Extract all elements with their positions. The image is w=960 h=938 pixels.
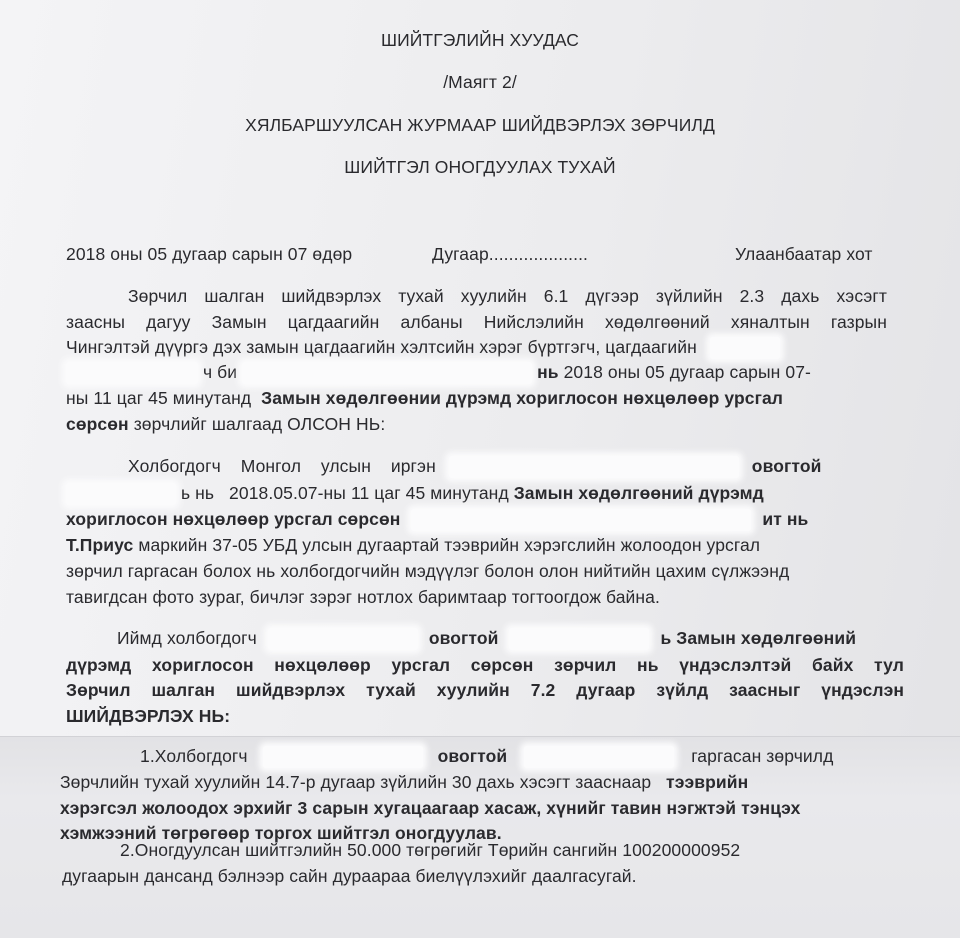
redaction [263,746,423,768]
decision-item-2-line-1: 2.Оногдуулсан шийтгэлийн 50.000 төгрөгийг Төрийн сангийн 100200000952 [120,840,741,860]
redaction [66,483,176,505]
para2-line-1 [128,456,821,478]
para2-line-5: зөрчил гаргасан болох нь холбогдогчийн мэдүүлэг болон олон нийтийн цахим сүлжээнд [66,561,790,581]
decision-item-1-line-2 [60,772,748,793]
para2-line-2 [66,483,764,505]
para2-line-1-b: Монгол [240,456,302,476]
para3-line-1 [117,628,856,650]
redaction [449,456,739,478]
redaction [710,337,780,359]
para2-line-4-b: маркийн 37-05 УБД улсын дугаартай тээврийн хэрэгслийн жолоодон урсгал [138,535,761,555]
para1-line-5-b: Замын хөдөлгөөнии дүрэмд хориглосон нөхцөлөөр урсгал [261,388,784,408]
redaction [509,628,649,650]
document-number: Дугаар.................... [432,244,589,264]
para2-line-1-a: Холбогдогч [128,456,221,476]
para2-line-2-a: ь нь [180,483,215,503]
para2-line-2-b: 2018.05.07-ны 11 цаг 45 минутанд [229,483,509,503]
document-city: Улаанбаатар хот [735,244,873,264]
para1-line-6-b: зөрчлийг шалгаад ОЛСОН НЬ: [133,414,386,434]
para1-line-6-a: сөрсөн [66,414,129,434]
para2-line-1-d: иргэн [390,456,436,476]
para1-line-4-c: 2018 оны 05 дугаар сарын 07- [563,362,811,382]
para2-line-1-c: улсын [320,456,371,476]
decision-item-1-a: 1.Холбогдогч [140,746,248,766]
para2-line-3-b: ит нь [762,509,809,529]
para1-line-3-text: Чингэлтэй дүүргэ дэх замын цагдаагийн хэлтсийн хэрэг бүртгэгч, цагдаагийн [66,337,697,357]
para1-line-4-a: ч би [202,362,238,382]
para2-line-1-e: овогтой [751,456,822,476]
para3-line-4: ШИЙДВЭРЛЭХ НЬ: [66,706,231,726]
para3-line-1-b: овогтой [428,628,499,648]
para2-line-4-a: Т.Приус [66,535,134,555]
para1-line-5 [66,388,783,409]
decision-item-1-c: гаргасан зөрчилд [691,746,834,766]
para1-line-6 [66,414,385,435]
redaction [242,362,532,384]
decision-item-1-b: овогтой [437,746,508,766]
document-title: ШИЙТГЭЛИЙН ХУУДАС [380,30,580,50]
para2-line-4 [66,535,760,556]
para1-line-5-a: ны 11 цаг 45 минутанд [66,388,252,408]
para1-line-1: Зөрчил шалган шийдвэрлэх тухай хуулийн 6.1 дүгээр зүйлийн 2.3 дахь хэсэгт [128,286,887,306]
redaction [411,509,751,531]
para1-line-4-b: нь [537,362,559,382]
para1-line-3 [66,337,780,359]
decision-item-1-line-2-a: Зөрчлийн тухай хуулийн 14.7-р дугаар зүйлийн 30 дахь хэсэгт зааснаар [60,772,652,792]
redaction [66,362,198,384]
decision-item-1-line-1 [140,746,833,768]
decision-item-1-line-3: хэрэгсэл жолоодох эрхийг 3 сарын хугацаагаар хасаж, хүнийг тавин нэгжтэй тэнцэх [60,798,801,818]
redaction [524,746,674,768]
para2-line-3 [66,509,808,531]
para2-line-2-c: Замын хөдөлгөөний дүрэмд [513,483,764,503]
para3-line-1-c: ь Замын хөдөлгөөний [660,628,857,648]
para1-line-4 [66,362,811,384]
para3-line-2: дүрэмд хориглосон нөхцөлөөр урсгал сөрсөн зөрчил нь үндэслэлтэй байх тул [66,655,904,675]
redaction [268,628,418,650]
subtitle-line-1: ХЯЛБАРШУУЛСАН ЖУРМААР ШИЙДВЭРЛЭХ ЗӨРЧИЛД [245,115,715,135]
para2-line-6: тавигдсан фото зураг, бичлэг зэрэг нотлох баримтаар тогтоогдож байна. [66,587,660,607]
para1-line-2: заасны дагуу Замын цагдаагийн албаны Нийслэлийн хөдөлгөөний хяналтын газрын [66,312,887,332]
form-number: /Маягт 2/ [443,72,517,92]
document-date: 2018 оны 05 дугаар сарын 07 өдөр [66,244,353,264]
para3-line-1-a: Иймд холбогдогч [117,628,257,648]
decision-item-1-line-4: хэмжээний төгрөгөөр торгох шийтгэл оногдуулав. [60,823,502,843]
para3-line-3: Зөрчил шалган шийдвэрлэх тухай хуулийн 7.2 дугаар зүйлд заасныг үндэслэн [66,680,904,700]
subtitle-line-2: ШИЙТГЭЛ ОНОГДУУЛАХ ТУХАЙ [344,157,616,177]
decision-item-1-line-2-b: тээврийн [666,772,749,792]
para2-line-3-a: хориглосон нөхцөлөөр урсгал сөрсөн [66,509,401,529]
decision-item-2-line-2: дугаарын дансанд бэлнээр сайн дураараа биелүүлэхийг даалгасугай. [62,866,637,886]
